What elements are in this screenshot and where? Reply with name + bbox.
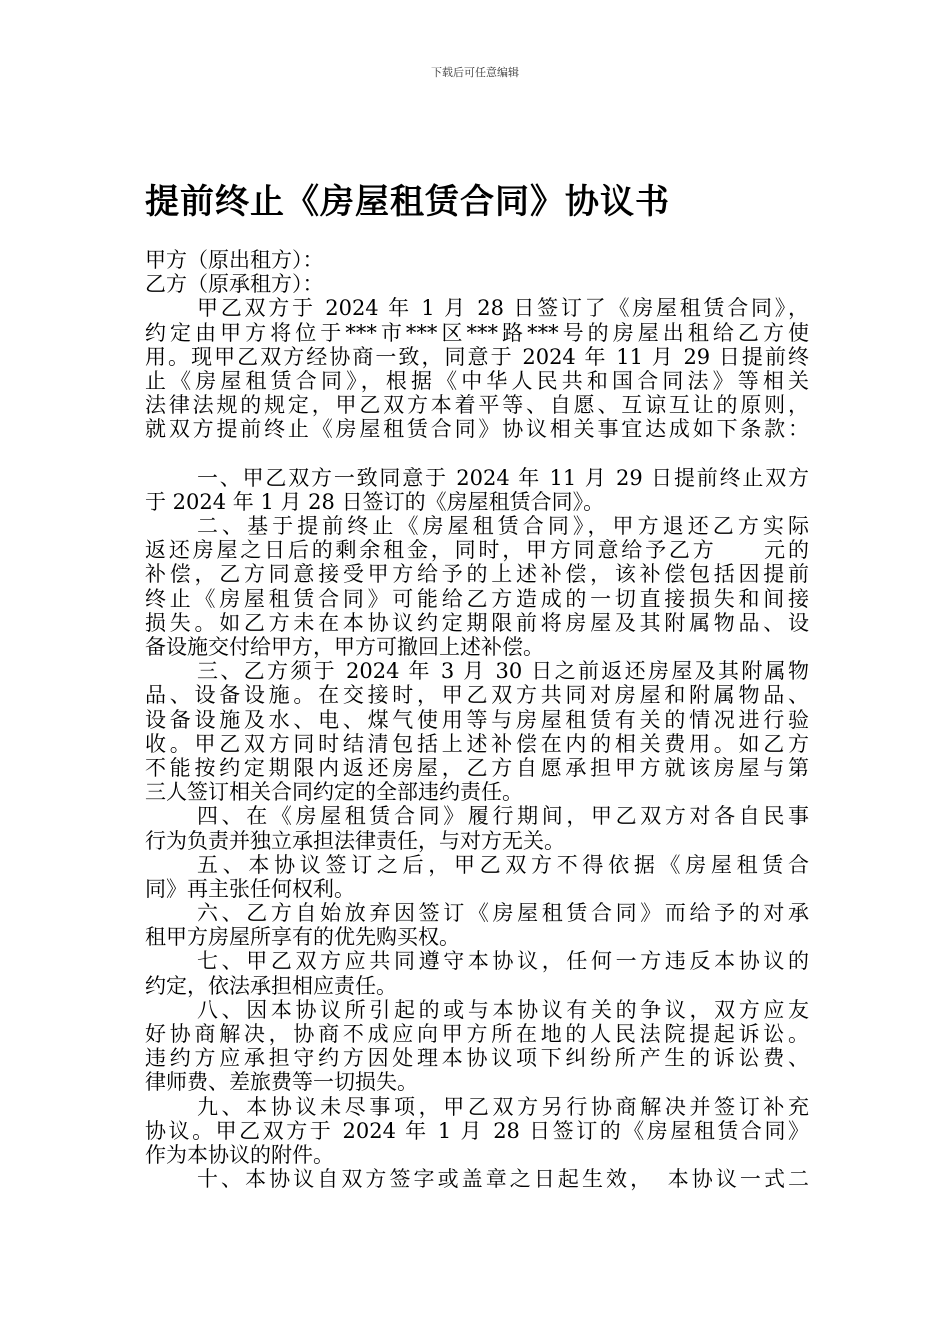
body-line: 六、乙方自始放弃因签订《房屋租赁合同》而给予的对承 <box>197 901 809 926</box>
body-line: 八、因本协议所引起的或与本协议有关的争议，双方应友 <box>197 997 809 1022</box>
body-line: 不能按约定期限内返还房屋，乙方自愿承担甲方就该房屋与第 <box>145 755 809 780</box>
body-line: 五、本协议签订之后，甲乙双方不得依据《房屋租赁合 <box>197 852 809 877</box>
body-line: 二、基于提前终止《房屋租赁合同》，甲方退还乙方实际 <box>197 514 809 539</box>
body-line: 违约方应承担守约方因处理本协议项下纠纷所产生的诉讼费、 <box>145 1046 809 1071</box>
body-line: 备设施交付给甲方，甲方可撤回上述补偿。 <box>145 635 544 659</box>
body-line: 甲乙双方于 2024 年 1 月 28 日签订了《房屋租赁合同》， <box>197 296 809 321</box>
body-line: 九、本协议未尽事项，甲乙双方另行协商解决并签订补充 <box>197 1094 809 1119</box>
body-line: 用。现甲乙双方经协商一致，同意于 2024 年 11 月 29 日提前终 <box>145 344 809 369</box>
body-line: 一、甲乙双方一致同意于 2024 年 11 月 29 日提前终止双方 <box>197 465 809 490</box>
body-line: 三、乙方须于 2024 年 3 月 30 日之前返还房屋及其附属物 <box>197 659 809 684</box>
body-line: 约定，依法承担相应责任。 <box>145 973 397 998</box>
body-line: 甲方（原出租方）： <box>145 248 324 272</box>
body-line: 法律法规的规定，甲乙双方本着平等、自愿、互谅互让的原则， <box>145 393 809 418</box>
body-line: 律师费、差旅费等一切损失。 <box>145 1070 418 1095</box>
body-line: 损失。如乙方未在本协议约定期限前将房屋及其附属物品、设 <box>145 610 809 635</box>
body-line: 终止《房屋租赁合同》可能给乙方造成的一切直接损失和间接 <box>145 586 809 611</box>
body-line <box>145 442 809 466</box>
body-line: 好协商解决，协商不成应向甲方所在地的人民法院提起诉讼。 <box>145 1022 809 1046</box>
body-line: 收。甲乙双方同时结清包括上述补偿在内的相关费用。如乙方 <box>145 731 809 756</box>
body-line: 十、本协议自双方签字或盖章之日起生效， 本协议一式二 <box>197 1167 809 1192</box>
body-line: 于 2024 年 1 月 28 日签订的《房屋租赁合同》。 <box>145 489 605 514</box>
document-title: 提前终止《房屋租赁合同》协议书 <box>145 182 670 222</box>
body-line: 约定由甲方将位于***市***区***路***号的房屋出租给乙方使 <box>145 320 809 345</box>
body-line: 品、设备设施。在交接时，甲乙双方共同对房屋和附属物品、 <box>145 683 809 708</box>
header-note: 下载后可任意编辑 <box>431 66 519 79</box>
body-line: 四、在《房屋租赁合同》履行期间，甲乙双方对各自民事 <box>197 804 809 829</box>
body-line: 同》再主张任何权利。 <box>145 876 355 901</box>
body-line: 就双方提前终止《房屋租赁合同》协议相关事宜达成如下条款： <box>145 417 809 442</box>
body-line: 租甲方房屋所享有的优先购买权。 <box>145 925 460 950</box>
body-line: 返还房屋之日后的剩余租金，同时，甲方同意给予乙方 元的 <box>145 538 809 563</box>
body-line: 作为本协议的附件。 <box>145 1142 334 1167</box>
body-line: 七、甲乙双方应共同遵守本协议，任何一方违反本协议的 <box>197 949 809 974</box>
body-line: 乙方（原承租方）： <box>145 272 324 297</box>
body-line: 止《房屋租赁合同》，根据《中华人民共和国合同法》等相关 <box>145 368 809 393</box>
body-line: 三人签订相关合同约定的全部违约责任。 <box>145 780 523 805</box>
body-line: 补偿，乙方同意接受甲方给予的上述补偿，该补偿包括因提前 <box>145 562 809 587</box>
agreement-body <box>145 248 809 1191</box>
body-line: 设备设施及水、电、煤气使用等与房屋租赁有关的情况进行验 <box>145 707 809 732</box>
body-line: 行为负责并独立承担法律责任，与对方无关。 <box>145 828 565 853</box>
body-line: 协议。甲乙双方于 2024 年 1 月 28 日签订的《房屋租赁合同》 <box>145 1118 809 1143</box>
page-header <box>0 66 950 80</box>
